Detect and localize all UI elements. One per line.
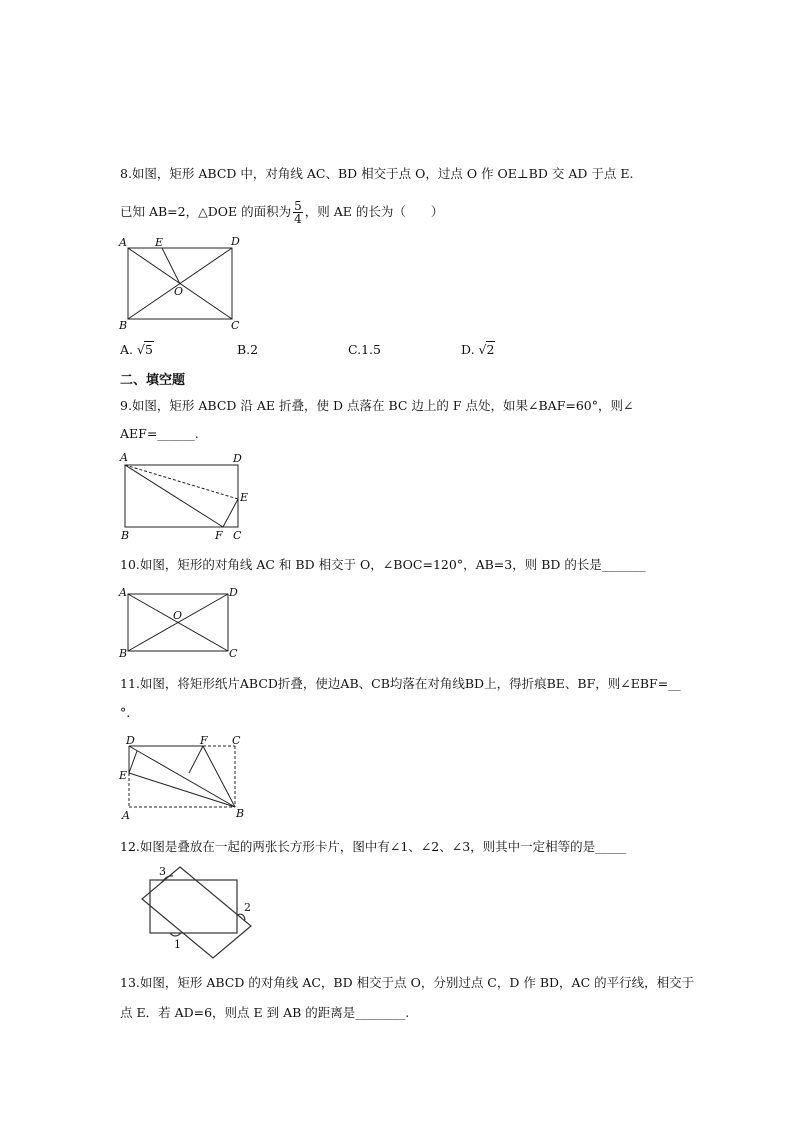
- q8-choice-d: [461, 342, 495, 358]
- q12-card-tilted: [142, 867, 251, 958]
- q9-seg-af: [125, 465, 223, 527]
- q9-seg-fe: [223, 499, 238, 527]
- q9-line2: AEF=______.: [120, 426, 199, 441]
- q8-label-b: B: [119, 319, 128, 332]
- q8-choice-a-label: A.: [120, 342, 134, 357]
- q11-fold-e: [129, 751, 137, 773]
- q10-line1: 10.如图，矩形的对角线 AC 和 BD 相交于 O，∠BOC=120°，AB=3，则 BD 的长是_______: [120, 557, 646, 572]
- q9-label-d: D: [233, 452, 242, 465]
- q11-crease-be: [129, 773, 235, 807]
- q13-line1: 13.如图，矩形 ABCD 的对角线 AC，BD 相交于点 O，分别过点 C，D 作 BD，AC 的平行线，相交于: [120, 975, 695, 990]
- q8-line2-post: ，则 AE 的长为（ ）: [304, 204, 444, 219]
- q9-label-b: B: [121, 529, 130, 542]
- q9-label-a: A: [120, 451, 128, 464]
- q10-label-b: B: [119, 647, 128, 660]
- q12-line1: 12.如图是叠放在一起的两张长方形卡片，图中有∠1、∠2、∠3，则其中一定相等的是_____: [120, 839, 627, 854]
- q8-frac-den: 4: [294, 212, 302, 226]
- q9-label-e: E: [240, 491, 249, 504]
- q10-label-c: C: [229, 647, 238, 660]
- q11-label-a: A: [122, 809, 130, 821]
- q8-choice-d-radicand: 2: [486, 342, 495, 357]
- q11-line2: °.: [120, 705, 131, 720]
- q9-label-c: C: [233, 529, 242, 542]
- q8-label-d: D: [231, 235, 240, 248]
- q8-line1: 8.如图，矩形 ABCD 中，对角线 AC、BD 相交于点 O，过点 O 作 OE⊥BD 交 AD 于点 E.: [120, 166, 634, 181]
- q11-label-b: B: [236, 807, 245, 820]
- q8-choice-b: B.2: [237, 342, 259, 357]
- q11-line1: 11.如图，将矩形纸片ABCD折叠，使边AB、CB均落在对角线BD上，得折痕BE、BF，则∠EBF=__: [120, 676, 681, 691]
- q8-choice-a-radicand: 5: [144, 342, 153, 357]
- q12-label-2: 2: [244, 901, 251, 914]
- q11-label-d: D: [126, 734, 135, 747]
- q10-label-o: O: [173, 609, 183, 622]
- q8-frac-num: 5: [294, 199, 302, 213]
- q13-line2: 点 E．若 AD=6，则点 E 到 AB 的距离是________.: [120, 1005, 410, 1020]
- q10-label-d: D: [229, 586, 238, 599]
- q8-seg-oe: [162, 248, 180, 284]
- q12-card-horizontal: [150, 880, 237, 933]
- q11-figure: [115, 733, 250, 821]
- q11-label-c: C: [232, 734, 241, 747]
- q8-fraction: [293, 200, 303, 225]
- q8-label-c: C: [231, 319, 240, 332]
- q9-figure: [115, 450, 255, 542]
- q8-choice-d-label: D.: [461, 342, 475, 357]
- q9-rect: [125, 465, 238, 527]
- q8-figure: [115, 234, 250, 332]
- q11-fold-f: [189, 746, 203, 773]
- section-title: 二、填空题: [120, 373, 186, 388]
- q10-label-a: A: [119, 586, 127, 599]
- q11-label-e: E: [119, 769, 128, 782]
- q9-seg-ae: [125, 465, 238, 499]
- q10-figure: [115, 586, 245, 662]
- q8-label-o: O: [174, 285, 184, 298]
- q8-line2: [120, 200, 443, 225]
- q8-label-e: E: [155, 236, 164, 249]
- q12-label-3: 3: [159, 865, 166, 878]
- q9-label-f: F: [215, 529, 223, 542]
- q9-line1: 9.如图，矩形 ABCD 沿 AE 折叠，使 D 点落在 BC 边上的 F 点处，如果∠BAF=60°，则∠: [120, 398, 634, 413]
- q12-label-1: 1: [174, 938, 181, 951]
- q8-choice-a-sqrt: √5: [137, 342, 153, 357]
- q11-label-f: F: [200, 734, 208, 747]
- q12-figure: [140, 860, 265, 965]
- q8-choice-d-sqrt: √2: [478, 342, 495, 357]
- q8-choice-c: C.1.5: [348, 342, 381, 357]
- q8-line2-pre: 已知 AB=2，△DOE 的面积为: [120, 204, 292, 219]
- q8-choice-a: [120, 342, 154, 358]
- q8-label-a: A: [119, 236, 127, 249]
